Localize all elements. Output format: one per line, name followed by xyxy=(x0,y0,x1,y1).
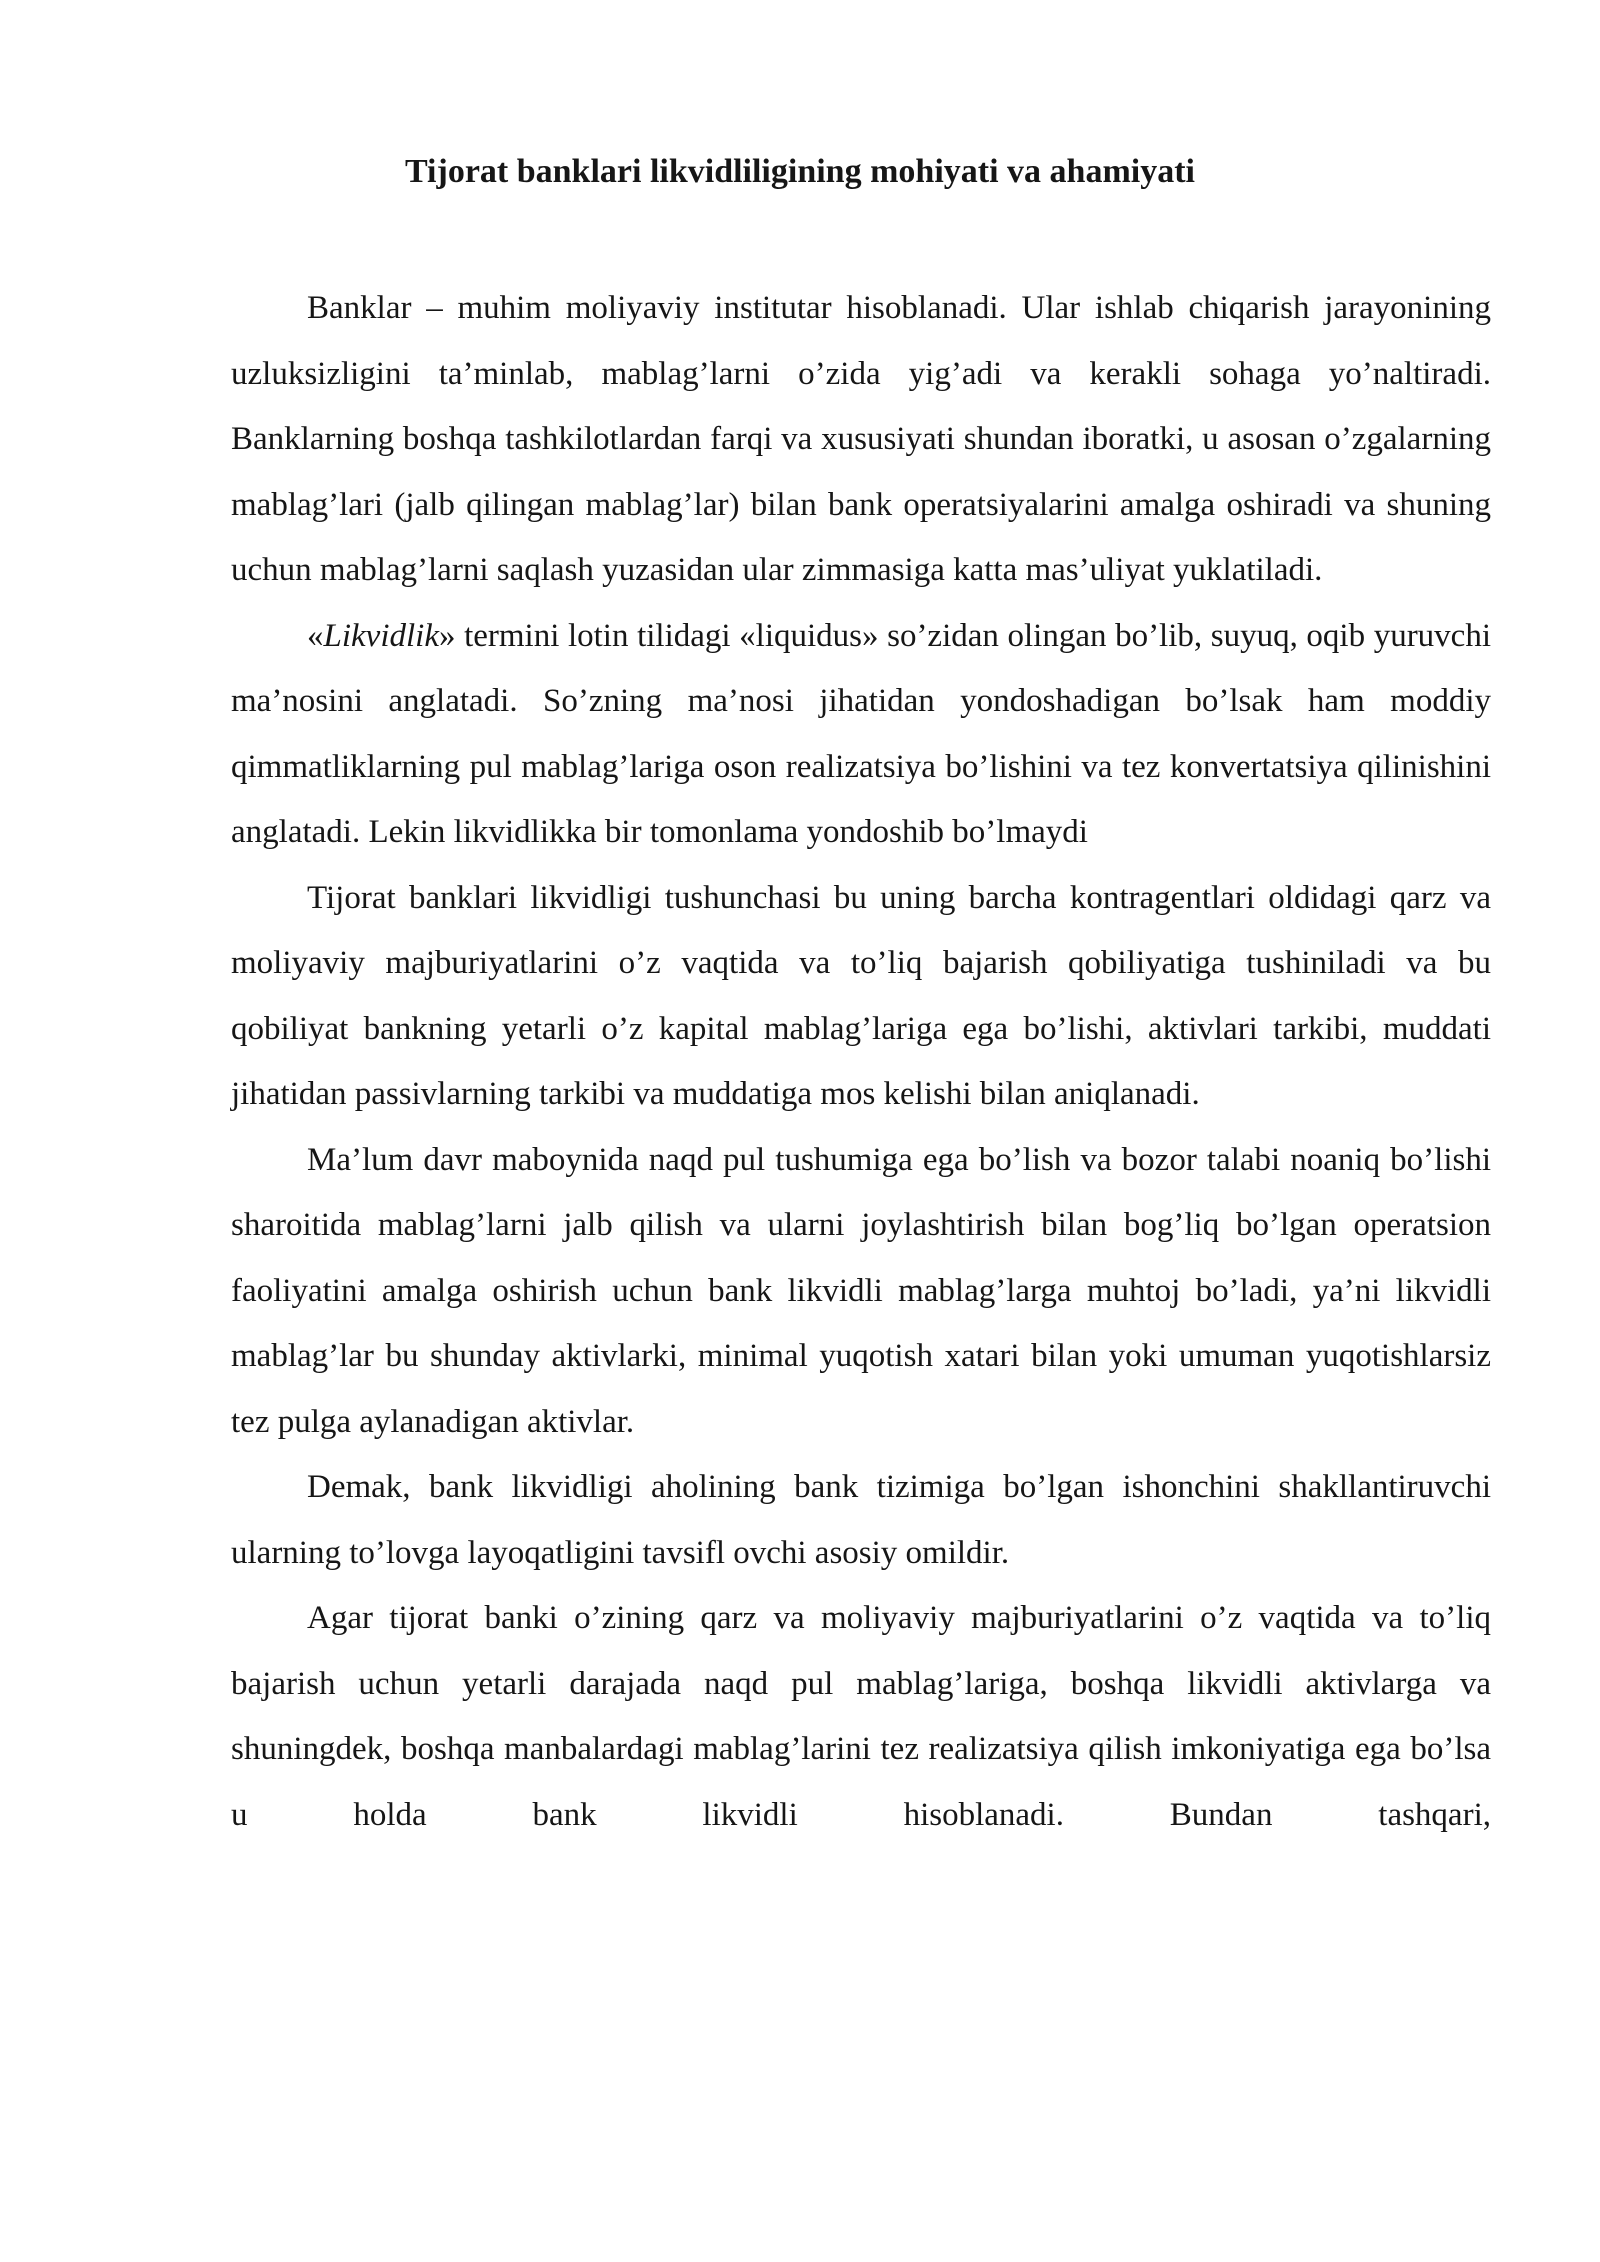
document-title: Tijorat banklari likvidliligining mohiyati va ahamiyati xyxy=(404,153,1195,190)
quote-open: « xyxy=(307,617,324,654)
paragraph-liquid-bank-condition: Agar tijorat banki o’zining qarz va moliyaviy majburiyatlarini o’z vaqtida va to’liq bajarish uchun yetarli darajada naqd pul mablag’lariga, boshqa likvidli aktivlarga va shuningdek, boshqa manbalardagi mablag’larini tez realizatsiya qilish imkoniyatiga ega bo’lsa u holda bank likvidli hisoblanadi. Bundan tashqari, xyxy=(231,1600,1491,1833)
document-body xyxy=(231,276,1491,1848)
paragraph-banks: Banklar – muhim moliyaviy institutar hisoblanadi. Ular ishlab chiqarish jarayonining uzluksizligini ta’minlab, mablag’larni o’zida yig’adi va kerakli sohaga yo’naltiradi. Banklarning boshqa tashkilotlardan farqi va xususiyati shundan iboratki, u asosan o’zgalarning mablag’lari (jalb qilingan mablag’lar) bilan bank operatsiyalarini amalga oshiradi va shuning uchun mablag’larni saqlash yuzasidan ular zimmasiga katta mas’uliyat yuklatiladi. xyxy=(231,290,1491,588)
term-likvidlik: Likvidlik xyxy=(323,617,439,654)
paragraph-bank-liquidity-definition: Tijorat banklari likvidligi tushunchasi bu uning barcha kontragentlari oldidagi qarz va moliyaviy majburiyatlarini o’z vaqtida va to’liq bajarish qobiliyatiga tushiniladi va bu qobiliyat bankning yetarli o’z kapital mablag’lariga ega bo’lishi, aktivlari tarkibi, muddati jihatidan passivlarning tarkibi va muddatiga mos kelishi bilan aniqlanadi. xyxy=(231,879,1491,1112)
paragraph-trust-factor: Demak, bank likvidligi aholining bank tizimiga bo’lgan ishonchini shakllantiruvchi ularning to’lovga layoqatligini tavsifl ovchi asosiy omildir. xyxy=(231,1469,1491,1571)
paragraph-liquid-funds: Ma’lum davr maboynida naqd pul tushumiga ega bo’lish va bozor talabi noaniq bo’lishi sharoitida mablag’larni jalb qilish va ularni joylashtirish bilan bog’liq bo’lgan operatsion faoliyatini amalga oshirish uchun bank likvidli mablag’larga muhtoj bo’ladi, ya’ni likvidli mablag’lar bu shunday aktivlarki, minimal yuqotish xatari bilan yoki umuman yuqotishlarsiz tez pulga aylanadigan aktivlar. xyxy=(231,1141,1491,1440)
paragraph-liquidity-term-text: » termini lotin tilidagi «liquidus» so’zidan olingan bo’lib, suyuq, oqib yuruvchi ma’nosini anglatadi. So’zning ma’nosi jihatidan yondoshadigan bo’lsak ham moddiy qimmatliklarning pul mablag’lariga oson realizatsiya bo’lishini va tez konvertatsiya qilinishini anglatadi. Lekin likvidlikka bir tomonlama yondoshib bo’lmaydi xyxy=(231,617,1491,850)
paragraph-liquidity-term xyxy=(231,604,1491,866)
